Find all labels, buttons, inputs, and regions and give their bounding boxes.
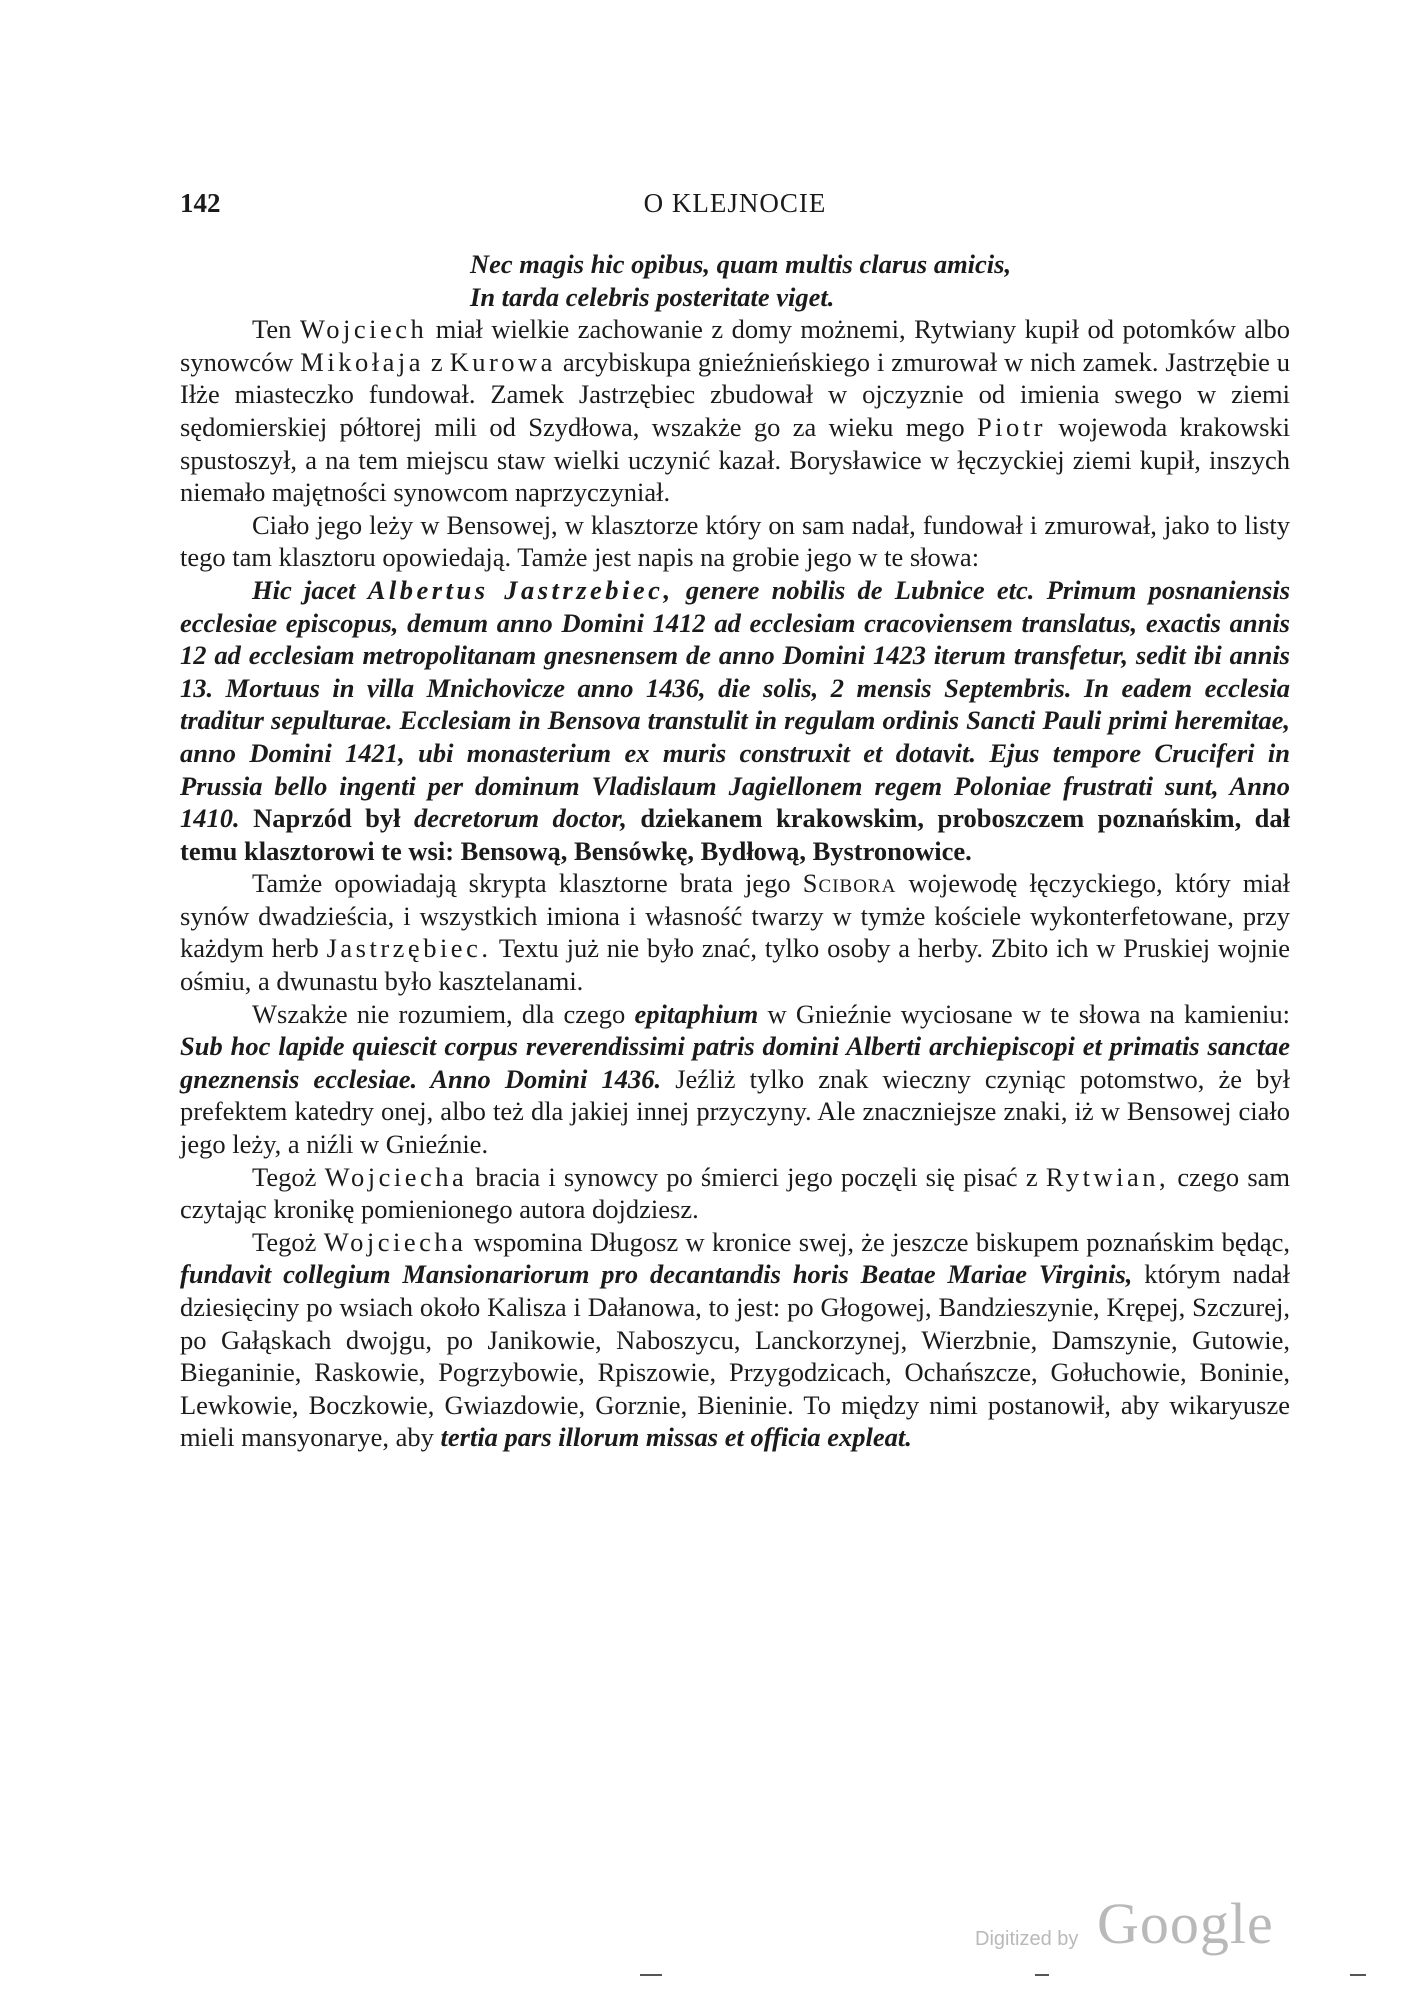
text-run: Ten [252,314,292,345]
text-run: arcybiskupa gnieźnieńskiego i zmurował w nich zamek. Jastrzębie u Iłże miasteczko fundował. Zamek Jastrzębiec zbudował w ojczyznie od imienia swego w ziemi sędomierskiej półtorej mili od Szydłowa, wszakże go za wieku mego [180,346,1291,442]
text-run: w Gnieźnie wyciosane w te słowa na kamieniu: [767,998,1291,1029]
italic-run: fundavit collegium Mansionariorum pro decantandis horis Beatae Mariae Virginis, [180,1259,1133,1290]
italic-run: Sub hoc lapide quiescit corpus reverendissimi patris domini Alberti archiepiscopi et primatis sanctae gneznensis ecclesiae. Anno Domini 1436. [180,1031,1290,1094]
text-run: z [430,346,443,377]
text-run: Naprzód był [253,803,401,834]
text-run: Jeźliż tylko znak wieczny czyniąc potomstwo, że był prefektem katedry onej, albo też dla jakiej innej przyczyny. Ale znaczniejsze znaki, iż w Bensowej ciało jego leży, a niźli w Gnieźnie. [180,1063,1290,1160]
google-watermark [975,1890,1275,1970]
spaced-name: Wojciech [299,314,428,345]
text-run: którym nadał dziesięciny po wsiach około Kalisza i Dałanowa, to jest: po Głogowej, Bandzieszynie, Krępej, Szczurej, po Gałąskach dwojgu, po Janikowie, Naboszycu, Lanckorzynej, Wierzbnie, Damszynie, Gutowie, Bieganinie, Raskowie, Pogrzybowie, Rpiszowie, Przygodzicach, Ochańszcze, Gołuchowie, Boninie, Lewkowie, Boczkowie, Gwiazdowie, Gorznie, Bieninie. To między nimi postanowił, aby wikaryusze mieli mansyonarye, aby [180,1259,1291,1453]
verse-line-2: In tarda celebris posteritate viget. [470,281,835,312]
text-run: Textu już nie było znać, tylko osoby a herby. Zbito ich w Pruskiej wojnie ośmiu, a dwunastu było kasztelanami. [180,933,1290,997]
italic-run: Hic jacet [252,574,356,605]
spaced-name: Piotr [976,411,1046,442]
italic-run: decretorum doctor, [413,803,627,834]
scan-mark [640,1974,662,1976]
spaced-name: Rytwian, [1045,1161,1170,1192]
text-run: Wszakże nie rozumiem, dla czego [252,998,626,1029]
italic-run: tertia pars illorum missas et officia expleat. [440,1422,912,1453]
paragraph-5 [180,1161,1290,1226]
paragraph-4 [180,998,1290,1161]
paragraph-1 [180,313,1290,509]
running-title: O KLEJNOCIE [643,188,827,218]
text-run: wspomina Długosz w kronice swej, że jeszcze biskupem poznańskim będąc, [473,1226,1291,1257]
paragraph-3 [180,867,1290,997]
scan-mark [1350,1974,1366,1976]
paragraph-6 [180,1226,1290,1454]
google-logo: Google [1097,1891,1274,1956]
spaced-name: Mikołaja [300,346,424,377]
spaced-name: Jastrzębiec. [326,933,492,964]
small-caps-name: Scibora [802,868,897,899]
spaced-name: Kurowa [449,346,556,377]
spaced-name: Albertus Jastrzebiec, [367,574,674,605]
text-run: bracia i synowcy po śmierci jego poczęli się pisać z [475,1161,1038,1192]
page-header [180,188,1290,228]
text-run: wojewodę łęczyckiego, który miał synów dwadzieścia, i wszystkich imiona i własność twarzy w tymże kościele wykonterfetowane, przy każdym herb [180,868,1291,964]
epitaph-paragraph [180,574,1290,867]
page-number: 142 [180,188,221,218]
spaced-name: Wojciecha [323,1226,467,1257]
text-run: czego sam czytając kronikę pomienionego autora dojdziesz. [180,1161,1291,1225]
italic-run: genere nobilis de Lubnice etc. Primum posnaniensis ecclesiae episcopus, demum anno Domini 1412 ad ecclesiam cracoviensem translatus, exactis annis 12 ad ecclesiam metropolitanam gnesnensem de anno Domini 1423 iterum transfetur, sedit ibi annis 13. Mortuus in villa Mnichovicze anno 1436, die solis, 2 mensis Septembris. In eadem ecclesia traditur sepulturae. Ecclesiam in Bensova transtulit in regulam ordinis Sancti Pauli primi heremitae, anno Domini 1421, ubi monasterium ex muris construxit et dotavit. Ejus tempore Cruciferi in Prussia bello ingenti per dominum Vladislaum Jagiellonem regem Poloniae frustrati sunt, Anno 1410. [180,574,1291,834]
page-body [180,248,1290,1454]
verse-quote [180,248,1290,313]
text-run: Tegoż [252,1161,317,1192]
digitized-by-label: Digitized by [975,1928,1079,1950]
italic-run: epitaphium [634,998,759,1029]
scan-mark [1035,1974,1049,1976]
verse-line-1: Nec magis hic opibus, quam multis clarus amicis, [470,249,1012,279]
text-run: dziekanem krakowskim, proboszczem poznańskim, dał temu klasztorowi te wsi: Bensową, Bensówkę, Bydłową, Bystronowice. [180,803,1290,866]
text-run: Tegoż [252,1226,317,1257]
spaced-name: Wojciecha [324,1161,468,1192]
paragraph-2: Ciało jego leży w Bensowej, w klasztorze który on sam nadał, fundował i zmurował, jako to listy tego tam klasztoru opowiedają. Tamże jest napis na grobie jego w te słowa: [180,509,1290,573]
text-run: miał wielkie zachowanie z domy możnemi, Rytwiany kupił od potomków albo synowców [180,314,1290,377]
text-run: Tamże opowiadają skrypta klasztorne brata jego [252,868,791,899]
text-run: wojewoda krakowski spustoszył, a na tem miejscu staw wielki uczynić kazał. Borysławice w łęczyckiej ziemi kupił, inszych niemało majętności synowcom naprzyczyniał. [180,411,1291,508]
